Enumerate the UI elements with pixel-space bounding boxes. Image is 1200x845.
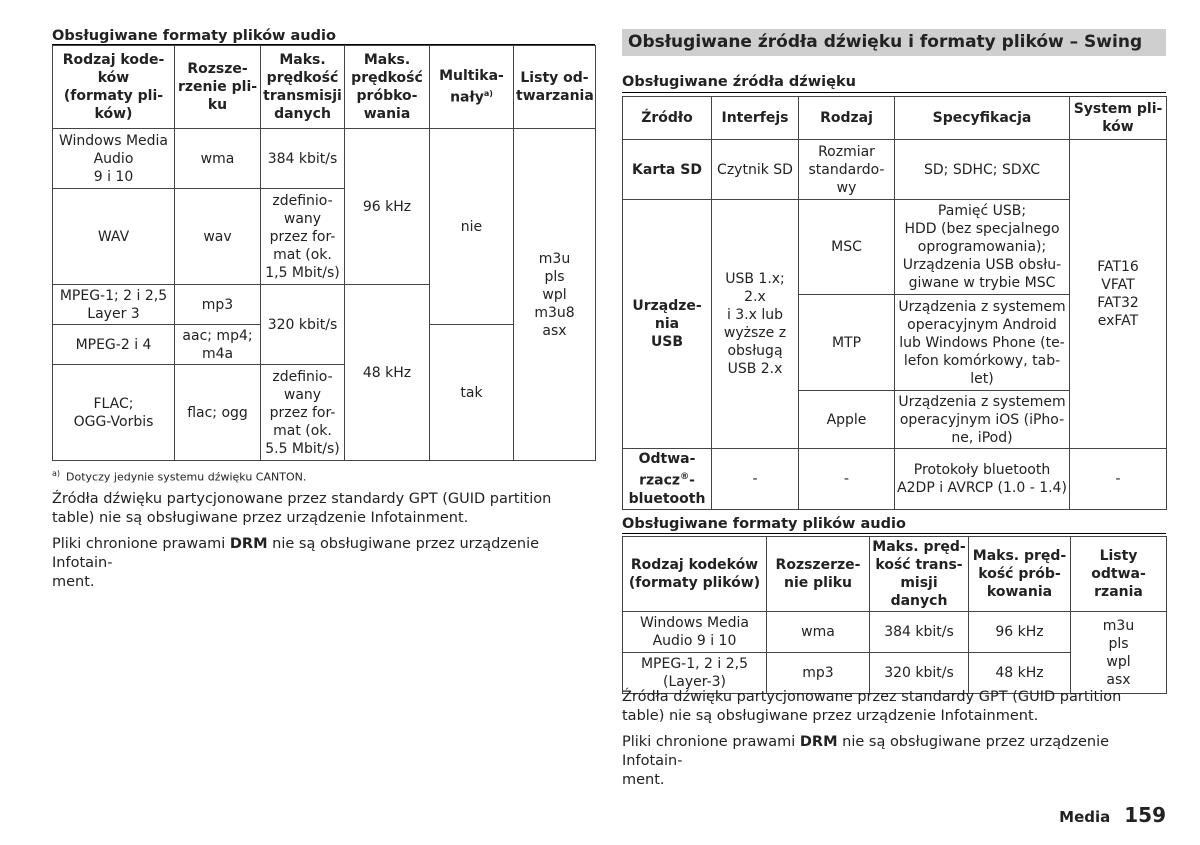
cell-extension: mp3 [767, 653, 870, 694]
cell-extension: flac; ogg [175, 365, 261, 461]
col-header-samplerate: Maks. pręd- kość prób- kowania [969, 537, 1071, 612]
cell-interface: Czytnik SD [712, 140, 799, 200]
col-header-playlists: Listy od- twarzania [514, 46, 596, 129]
right-gpt-note: Źródła dźwięku partycjonowane przez standardy GPT (GUID partition table) nie są obsługiwane przez urządzenie Infotainment. [622, 689, 1122, 724]
left-gpt-note: Źródła dźwięku partycjonowane przez standardy GPT (GUID partition table) nie są obsługiwane przez urządzenie Infotainment. [52, 491, 552, 526]
cell-codec: MPEG-2 i 4 [53, 325, 175, 365]
col-header-codec: Rodzaj kode- ków (formaty pli- ków) [53, 46, 175, 129]
cell-extension: wav [175, 189, 261, 285]
cell-bitrate-320: 320 kbit/s [261, 285, 345, 365]
page-footer [1059, 803, 1166, 827]
cell-samplerate-48: 48 kHz [345, 285, 430, 461]
col-header-playlists: Listy odtwa- rzania [1071, 537, 1167, 612]
cell-bitrate: zdefinio- wany przez for- mat (ok. 1,5 Mbit/s) [261, 189, 345, 285]
cell-extension: wma [175, 129, 261, 189]
drm-term: DRM [229, 536, 268, 552]
col-header-type: Rodzaj [799, 97, 895, 140]
cell-multichannel-yes: tak [430, 325, 514, 461]
left-formats-table [52, 45, 596, 461]
cell-bitrate: 384 kbit/s [261, 129, 345, 189]
cell-source-usb: Urządze- nia USB [623, 200, 712, 449]
cell-codec: MPEG-1, 2 i 2,5 (Layer-3) [623, 653, 767, 694]
cell-source-sd: Karta SD [623, 140, 712, 200]
cell-type-msc: MSC [799, 200, 895, 295]
table-row [623, 140, 1167, 200]
col-header-extension: Rozszerze- nie pliku [767, 537, 870, 612]
cell-playlists: m3u pls wpl asx [1071, 612, 1167, 694]
cell-playlists: m3u pls wpl m3u8 asx [514, 129, 596, 461]
cell-interface: - [712, 449, 799, 510]
cell-spec-bluetooth: Protokoły bluetooth A2DP i AVRCP (1.0 - 1.4) [895, 449, 1070, 510]
right-drm-note: Pliki chronione prawami DRM nie są obsługiwane przez urządzenie Infotain- ment. [622, 734, 1110, 788]
cell-samplerate: 48 kHz [969, 653, 1071, 694]
cell-multichannel-no: nie [430, 129, 514, 325]
col-header-multichannel: Multika- nały$^{a)}$ [430, 46, 514, 129]
table-row [53, 129, 596, 189]
cell-codec: FLAC; OGG-Vorbis [53, 365, 175, 461]
footnote [52, 469, 306, 484]
sources-heading: Obsługiwane źródła dźwięku [622, 74, 856, 90]
cell-type: Rozmiar standardo- wy [799, 140, 895, 200]
cell-spec: SD; SDHC; SDXC [895, 140, 1070, 200]
cell-type-mtp: MTP [799, 295, 895, 391]
cell-bitrate: 384 kbit/s [870, 612, 969, 653]
right-formats-rule [622, 533, 1166, 534]
cell-spec-mtp: Urządzenia z systemem operacyjnym Android lub Windows Phone (te- lefon komórkowy, tab- let) [895, 295, 1070, 391]
cell-samplerate: 96 kHz [969, 612, 1071, 653]
cell-codec: Windows Media Audio 9 i 10 [53, 129, 175, 189]
col-header-interface: Interfejs [712, 97, 799, 140]
col-header-codec: Rodzaj kodeków (formaty plików) [623, 537, 767, 612]
cell-codec: MPEG-1; 2 i 2,5 Layer 3 [53, 285, 175, 325]
section-title: Obsługiwane źródła dźwięku i formaty plików – Swing [622, 29, 1166, 56]
col-header-source: Źródło [623, 97, 712, 140]
col-header-samplerate: Maks. prędkość próbko- wania [345, 46, 430, 129]
cell-codec: Windows Media Audio 9 i 10 [623, 612, 767, 653]
table-row [623, 449, 1167, 510]
footnote-text: Dotyczy jedynie systemu dźwięku CANTON. [66, 470, 307, 484]
cell-filesystem: - [1070, 449, 1167, 510]
col-header-filesystem: System pli- ków [1070, 97, 1167, 140]
footer-section: Media [1059, 808, 1111, 826]
cell-bitrate: 320 kbit/s [870, 653, 969, 694]
footnote-ref: a) [483, 89, 493, 99]
right-formats-table [622, 536, 1167, 694]
sources-table [622, 96, 1167, 510]
sources-heading-rule [622, 92, 1166, 93]
drm-term: DRM [799, 734, 838, 750]
left-formats-heading: Obsługiwane formaty plików audio [52, 28, 336, 44]
left-drm-note: Pliki chronione prawami DRM nie są obsługiwane przez urządzenie Infotain- ment. [52, 536, 540, 590]
table-header-row [53, 46, 596, 129]
col-header-bitrate: Maks. prędkość transmisji danych [261, 46, 345, 129]
table-header-row [623, 537, 1167, 612]
col-header-extension: Rozsze- rzenie pli- ku [175, 46, 261, 129]
col-header-spec: Specyfikacja [895, 97, 1070, 140]
cell-samplerate-96: 96 kHz [345, 129, 430, 285]
cell-type: - [799, 449, 895, 510]
col-header-bitrate: Maks. pręd- kość trans- misji danych [870, 537, 969, 612]
cell-extension: mp3 [175, 285, 261, 325]
right-formats-heading: Obsługiwane formaty plików audio [622, 516, 906, 532]
cell-extension: wma [767, 612, 870, 653]
cell-source-bluetooth: Odtwa- rzacz®- bluetooth [623, 449, 712, 510]
cell-extension: aac; mp4; m4a [175, 325, 261, 365]
cell-type-apple: Apple [799, 391, 895, 449]
cell-codec: WAV [53, 189, 175, 285]
cell-bitrate: zdefinio- wany przez for- mat (ok. 5.5 Mbit/s) [261, 365, 345, 461]
page-number: 159 [1124, 803, 1166, 827]
cell-filesystems: FAT16 VFAT FAT32 exFAT [1070, 140, 1167, 449]
cell-spec-apple: Urządzenia z systemem operacyjnym iOS (iPho- ne, iPod) [895, 391, 1070, 449]
table-row [623, 612, 1167, 653]
cell-spec-msc: Pamięć USB; HDD (bez specjalnego oprogramowania); Urządzenia USB obsłu- giwane w trybie MSC [895, 200, 1070, 295]
cell-interface-usb: USB 1.x; 2.x i 3.x lub wyższe z obsługą USB 2.x [712, 200, 799, 449]
table-header-row [623, 97, 1167, 140]
footnote-mark: a) [52, 469, 61, 478]
